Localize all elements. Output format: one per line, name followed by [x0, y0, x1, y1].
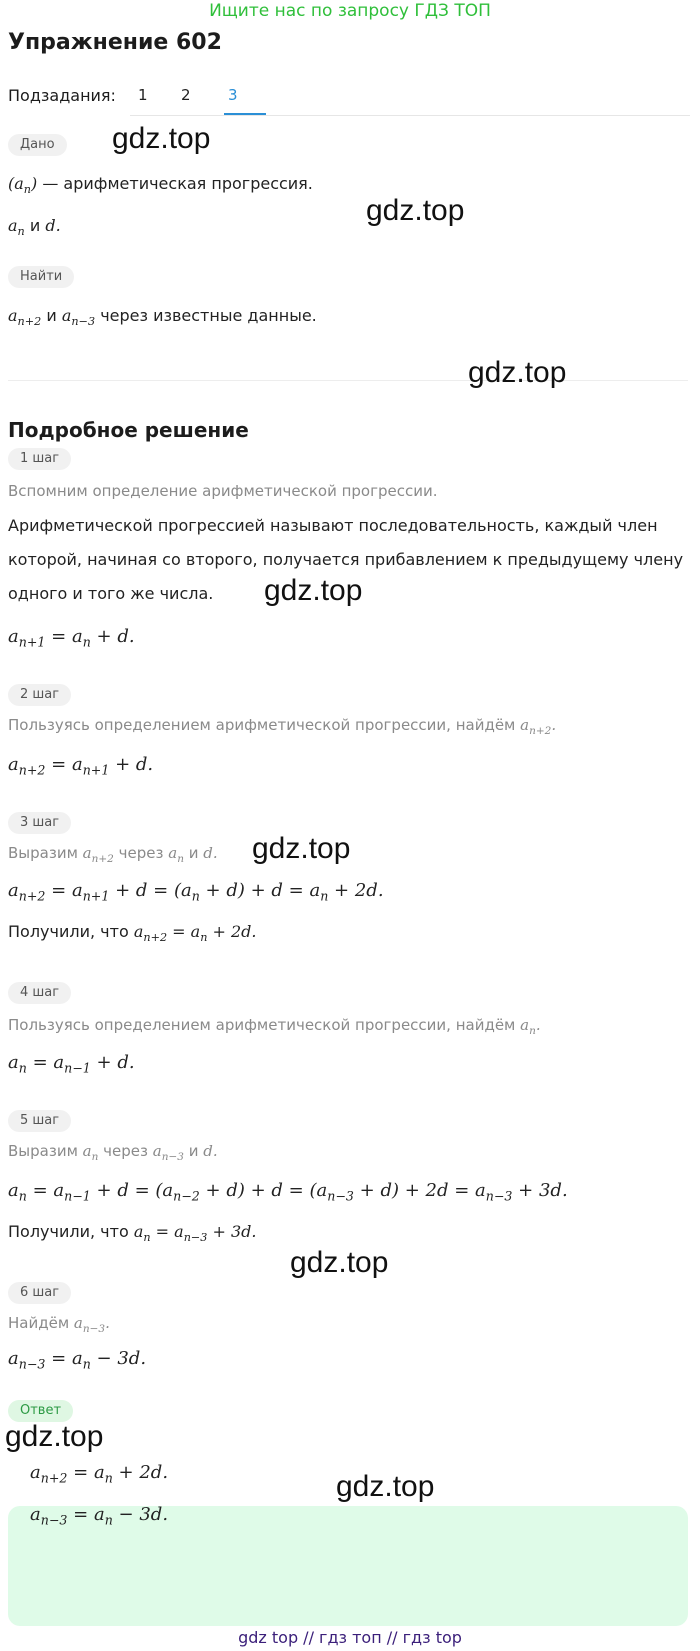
- step-1-para-3: одного и того же числа.: [8, 584, 214, 603]
- math-an-minus-3: $a_{n-3}$.: [73, 1314, 110, 1335]
- given-line-1-text: — арифметическая прогрессия.: [42, 174, 313, 193]
- step-5-hint-b: через: [103, 1142, 148, 1160]
- math-d: d.: [45, 216, 61, 235]
- step-3-chip: 3 шаг: [8, 812, 71, 834]
- math-an: $a_n$.: [520, 1016, 541, 1037]
- watermark: gdz.top: [366, 194, 465, 227]
- step-3-hint-b: через: [118, 844, 164, 862]
- step-5-got: Получили, что: [8, 1222, 129, 1241]
- step-3-result: [8, 922, 257, 944]
- step-3-hint: [8, 844, 218, 865]
- step-1-chip: 1 шаг: [8, 448, 71, 470]
- find-rest: через известные данные.: [100, 306, 317, 325]
- watermark: gdz.top: [5, 1420, 104, 1453]
- math-sequence: $(a_n)$: [8, 174, 38, 197]
- watermark: gdz.top: [290, 1246, 389, 1279]
- step-5-result: [8, 1222, 257, 1244]
- step-1-formula: $a_{n+1} = a_n + d$.: [8, 626, 135, 650]
- step-4-chip: 4 шаг: [8, 982, 71, 1004]
- step-5-hint: [8, 1142, 218, 1163]
- step-5-formula: $a_n = a_{n-1} + d = (a_{n-2} + d) + d = (a_{n-3} + d) + 2d = a_{n-3} + 3d$.: [8, 1180, 568, 1204]
- find-chip: Найти: [8, 266, 74, 288]
- math-step-3-result: $a_{n+2} = a_n + 2d$.: [133, 922, 257, 945]
- math-an-plus-2: $a_{n+2}$: [82, 844, 114, 865]
- tab-subtask-3[interactable]: 3: [228, 86, 238, 104]
- tab-subtask-2[interactable]: 2: [181, 86, 191, 104]
- step-3-hint-c: и: [188, 844, 199, 862]
- step-4-formula: $a_n = a_{n-1} + d$.: [8, 1052, 135, 1076]
- step-1-para-1: Арифметической прогрессией называют последовательность, каждый член: [8, 516, 658, 535]
- step-2-chip: 2 шаг: [8, 684, 71, 706]
- watermark: gdz.top: [112, 122, 211, 155]
- watermark: gdz.top: [336, 1470, 435, 1503]
- step-1-para-2: которой, начиная со второго, получается прибавлением к предыдущему члену: [8, 550, 684, 569]
- given-chip: Дано: [8, 134, 67, 156]
- step-3-formula: $a_{n+2} = a_{n+1} + d = (a_n + d) + d = a_n + 2d$.: [8, 880, 384, 904]
- step-5-hint-a: Выразим: [8, 1142, 78, 1160]
- math-an-plus-2: $a_{n+2}$: [8, 306, 42, 329]
- step-4-hint: [8, 1016, 541, 1037]
- math-d: d.: [203, 844, 218, 862]
- math-an-minus-3: $a_{n-3}$: [61, 306, 96, 329]
- watermark: gdz.top: [264, 574, 363, 607]
- step-3-hint-a: Выразим: [8, 844, 78, 862]
- step-6-hint: [8, 1314, 110, 1335]
- math-d: d.: [203, 1142, 218, 1160]
- find-line: [8, 306, 317, 328]
- math-an: $a_n$: [82, 1142, 99, 1163]
- step-6-formula: $a_{n-3} = a_n - 3d$.: [8, 1348, 147, 1372]
- answer-formula-2: $a_{n-3} = a_n - 3d$.: [30, 1504, 169, 1528]
- step-2-hint-text: Пользуясь определением арифметической прогрессии, найдём: [8, 716, 516, 734]
- section-divider: [8, 380, 688, 381]
- step-2-formula: $a_{n+2} = a_{n+1} + d$.: [8, 754, 154, 778]
- math-an-minus-3: $a_{n-3}$: [152, 1142, 184, 1163]
- given-line-2-and: и: [29, 216, 41, 235]
- find-and: и: [46, 306, 57, 325]
- math-an: $a_n$: [168, 844, 184, 865]
- tabs-divider: [130, 115, 690, 116]
- watermark: gdz.top: [252, 832, 351, 865]
- step-1-hint: Вспомним определение арифметической прогрессии.: [8, 482, 438, 500]
- footer-links[interactable]: gdz top // гдз топ // гдз top: [238, 1628, 462, 1647]
- step-5-hint-c: и: [188, 1142, 199, 1160]
- subtasks-label: Подзадания:: [8, 86, 116, 105]
- step-5-chip: 5 шаг: [8, 1110, 71, 1132]
- page-title: Упражнение 602: [8, 30, 222, 55]
- watermark: gdz.top: [468, 356, 567, 389]
- answer-chip: Ответ: [8, 1400, 73, 1422]
- given-line-1: [8, 174, 313, 196]
- answer-formula-1: $a_{n+2} = a_n + 2d$.: [30, 1462, 169, 1486]
- math-an: $a_n$: [8, 216, 25, 239]
- math-an-plus-2: $a_{n+2}$.: [520, 716, 557, 737]
- given-line-2: [8, 216, 61, 238]
- tab-subtask-1[interactable]: 1: [138, 86, 148, 104]
- step-4-hint-text: Пользуясь определением арифметической прогрессии, найдём: [8, 1016, 516, 1034]
- step-6-chip: 6 шаг: [8, 1282, 71, 1304]
- step-6-hint-text: Найдём: [8, 1314, 70, 1332]
- step-3-got: Получили, что: [8, 922, 129, 941]
- promo-banner: Ищите нас по запросу ГДЗ ТОП: [209, 1, 491, 21]
- active-tab-indicator: [224, 113, 266, 115]
- math-step-5-result: $a_n = a_{n-3} + 3d$.: [133, 1222, 257, 1245]
- solution-title: Подробное решение: [8, 418, 249, 442]
- step-2-hint: [8, 716, 556, 737]
